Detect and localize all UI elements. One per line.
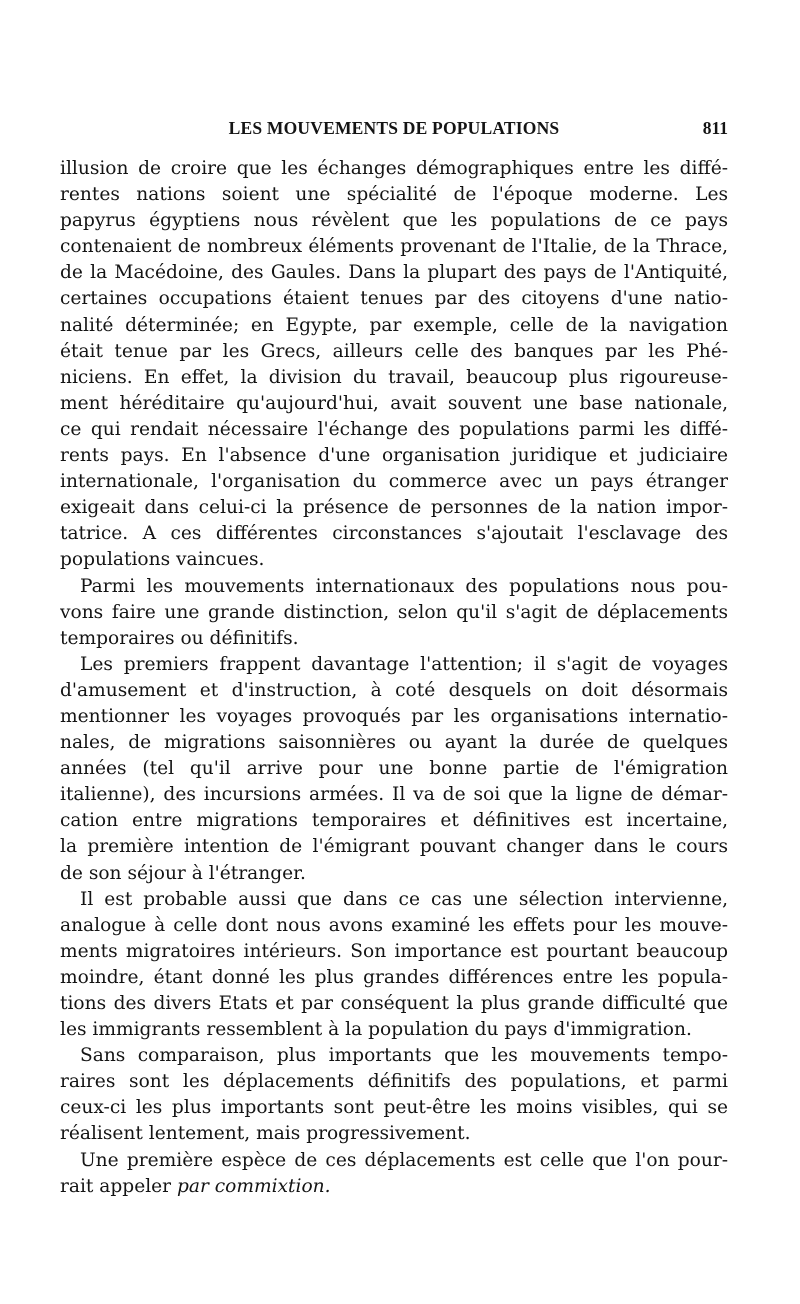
text-line: nalité déterminée; en Egypte, par exemple, celle de la navigation — [60, 314, 728, 336]
running-head — [60, 118, 728, 148]
paragraph-3 — [60, 652, 728, 887]
text-line: la première intention de l'émigrant pouvant changer dans le cours — [60, 836, 728, 858]
text-line: ment héréditaire qu'aujourd'hui, avait souvent une base nationale, — [60, 392, 728, 414]
text-line: papyrus égyptiens nous révèlent que les populations de ce pays — [60, 210, 728, 232]
text-line: rents pays. En l'absence d'une organisation juridique et judiciaire — [60, 445, 728, 467]
text-line: certaines occupations étaient tenues par des citoyens d'une natio- — [60, 288, 728, 310]
final-line-roman: rait appeler — [60, 1175, 177, 1197]
paragraph-4 — [60, 887, 728, 1044]
text-line: internationale, l'organisation du commerce avec un pays étranger — [60, 471, 728, 493]
text-line: Il est probable aussi que dans ce cas une sélection intervienne, — [80, 888, 728, 910]
text-line: Une première espèce de ces déplacements est celle que l'on pour- — [80, 1149, 728, 1171]
paragraph-1 — [60, 156, 728, 574]
text-line: contenaient de nombreux éléments provenant de l'Italie, de la Thrace, — [60, 236, 728, 258]
text-line: était tenue par les Grecs, ailleurs celle des banques par les Phé- — [60, 340, 728, 362]
text-line: italienne), des incursions armées. Il va de soi que la ligne de démar- — [60, 784, 728, 806]
text-line: analogue à celle dont nous avons examiné les effets pour les mouve- — [60, 914, 728, 936]
text-line: tions des divers Etats et par conséquent la plus grande difficulté que — [60, 993, 728, 1014]
text-line: ments migratoires intérieurs. Son importance est pourtant beaucoup — [60, 940, 728, 962]
text-line: Les premiers frappent davantage l'attention; il s'agit de voyages — [80, 653, 728, 675]
text-line: d'amusement et d'instruction, à coté desquels on doit désormais — [60, 679, 728, 701]
text-line: années (tel qu'il arrive pour une bonne partie de l'émigration — [60, 758, 728, 780]
text-line: niciens. En effet, la division du travail, beaucoup plus rigoureuse- — [60, 366, 728, 388]
text-line: raires sont les déplacements définitifs des populations, et parmi — [60, 1071, 728, 1093]
italic-term: par commixtion. — [176, 1175, 331, 1197]
running-title: LES MOUVEMENTS DE POPULATIONS — [228, 118, 560, 138]
text-line-final — [60, 1174, 728, 1200]
page-number: 811 — [702, 118, 728, 138]
text-line: rentes nations soient une spécialité de l'époque moderne. Les — [60, 184, 728, 206]
text-line: Sans comparaison, plus importants que les mouvements tempo- — [80, 1045, 728, 1067]
text-line: illusion de croire que les échanges démographiques entre les diffé- — [60, 158, 728, 179]
text-line: cation entre migrations temporaires et définitives est incertaine, — [60, 810, 728, 832]
text-line: moindre, étant donné les plus grandes différences entre les popula- — [60, 966, 728, 988]
paragraph-5 — [60, 1043, 728, 1147]
text-line: de la Macédoine, des Gaules. Dans la plupart des pays de l'Antiquité, — [60, 262, 728, 284]
text-line: tatrice. A ces différentes circonstances s'ajoutait l'esclavage des — [60, 523, 728, 545]
text-line: réalisent lentement, mais progressivement. — [60, 1123, 471, 1145]
body-text — [60, 156, 728, 1200]
text-line: les immigrants ressemblent à la population du pays d'immigration. — [60, 1019, 692, 1041]
text-line: exigeait dans celui-ci la présence de personnes de la nation impor- — [60, 497, 728, 519]
text-line: mentionner les voyages provoqués par les organisations internatio- — [60, 705, 728, 727]
paragraph-2 — [60, 574, 728, 652]
text-line: de son séjour à l'étranger. — [60, 862, 306, 884]
text-line: vons faire une grande distinction, selon qu'il s'agit de déplacements — [60, 601, 728, 623]
text-line: populations vaincues. — [60, 549, 265, 571]
book-page — [60, 118, 728, 1200]
text-line: temporaires ou définitifs. — [60, 627, 299, 649]
text-line: ce qui rendait nécessaire l'échange des populations parmi les diffé- — [60, 418, 728, 440]
text-line: nales, de migrations saisonnières ou ayant la durée de quelques — [60, 732, 728, 754]
paragraph-6 — [60, 1148, 728, 1200]
text-line: ceux-ci les plus importants sont peut-être les moins visibles, qui se — [60, 1097, 728, 1119]
text-line: Parmi les mouvements internationaux des populations nous pou- — [80, 575, 728, 597]
